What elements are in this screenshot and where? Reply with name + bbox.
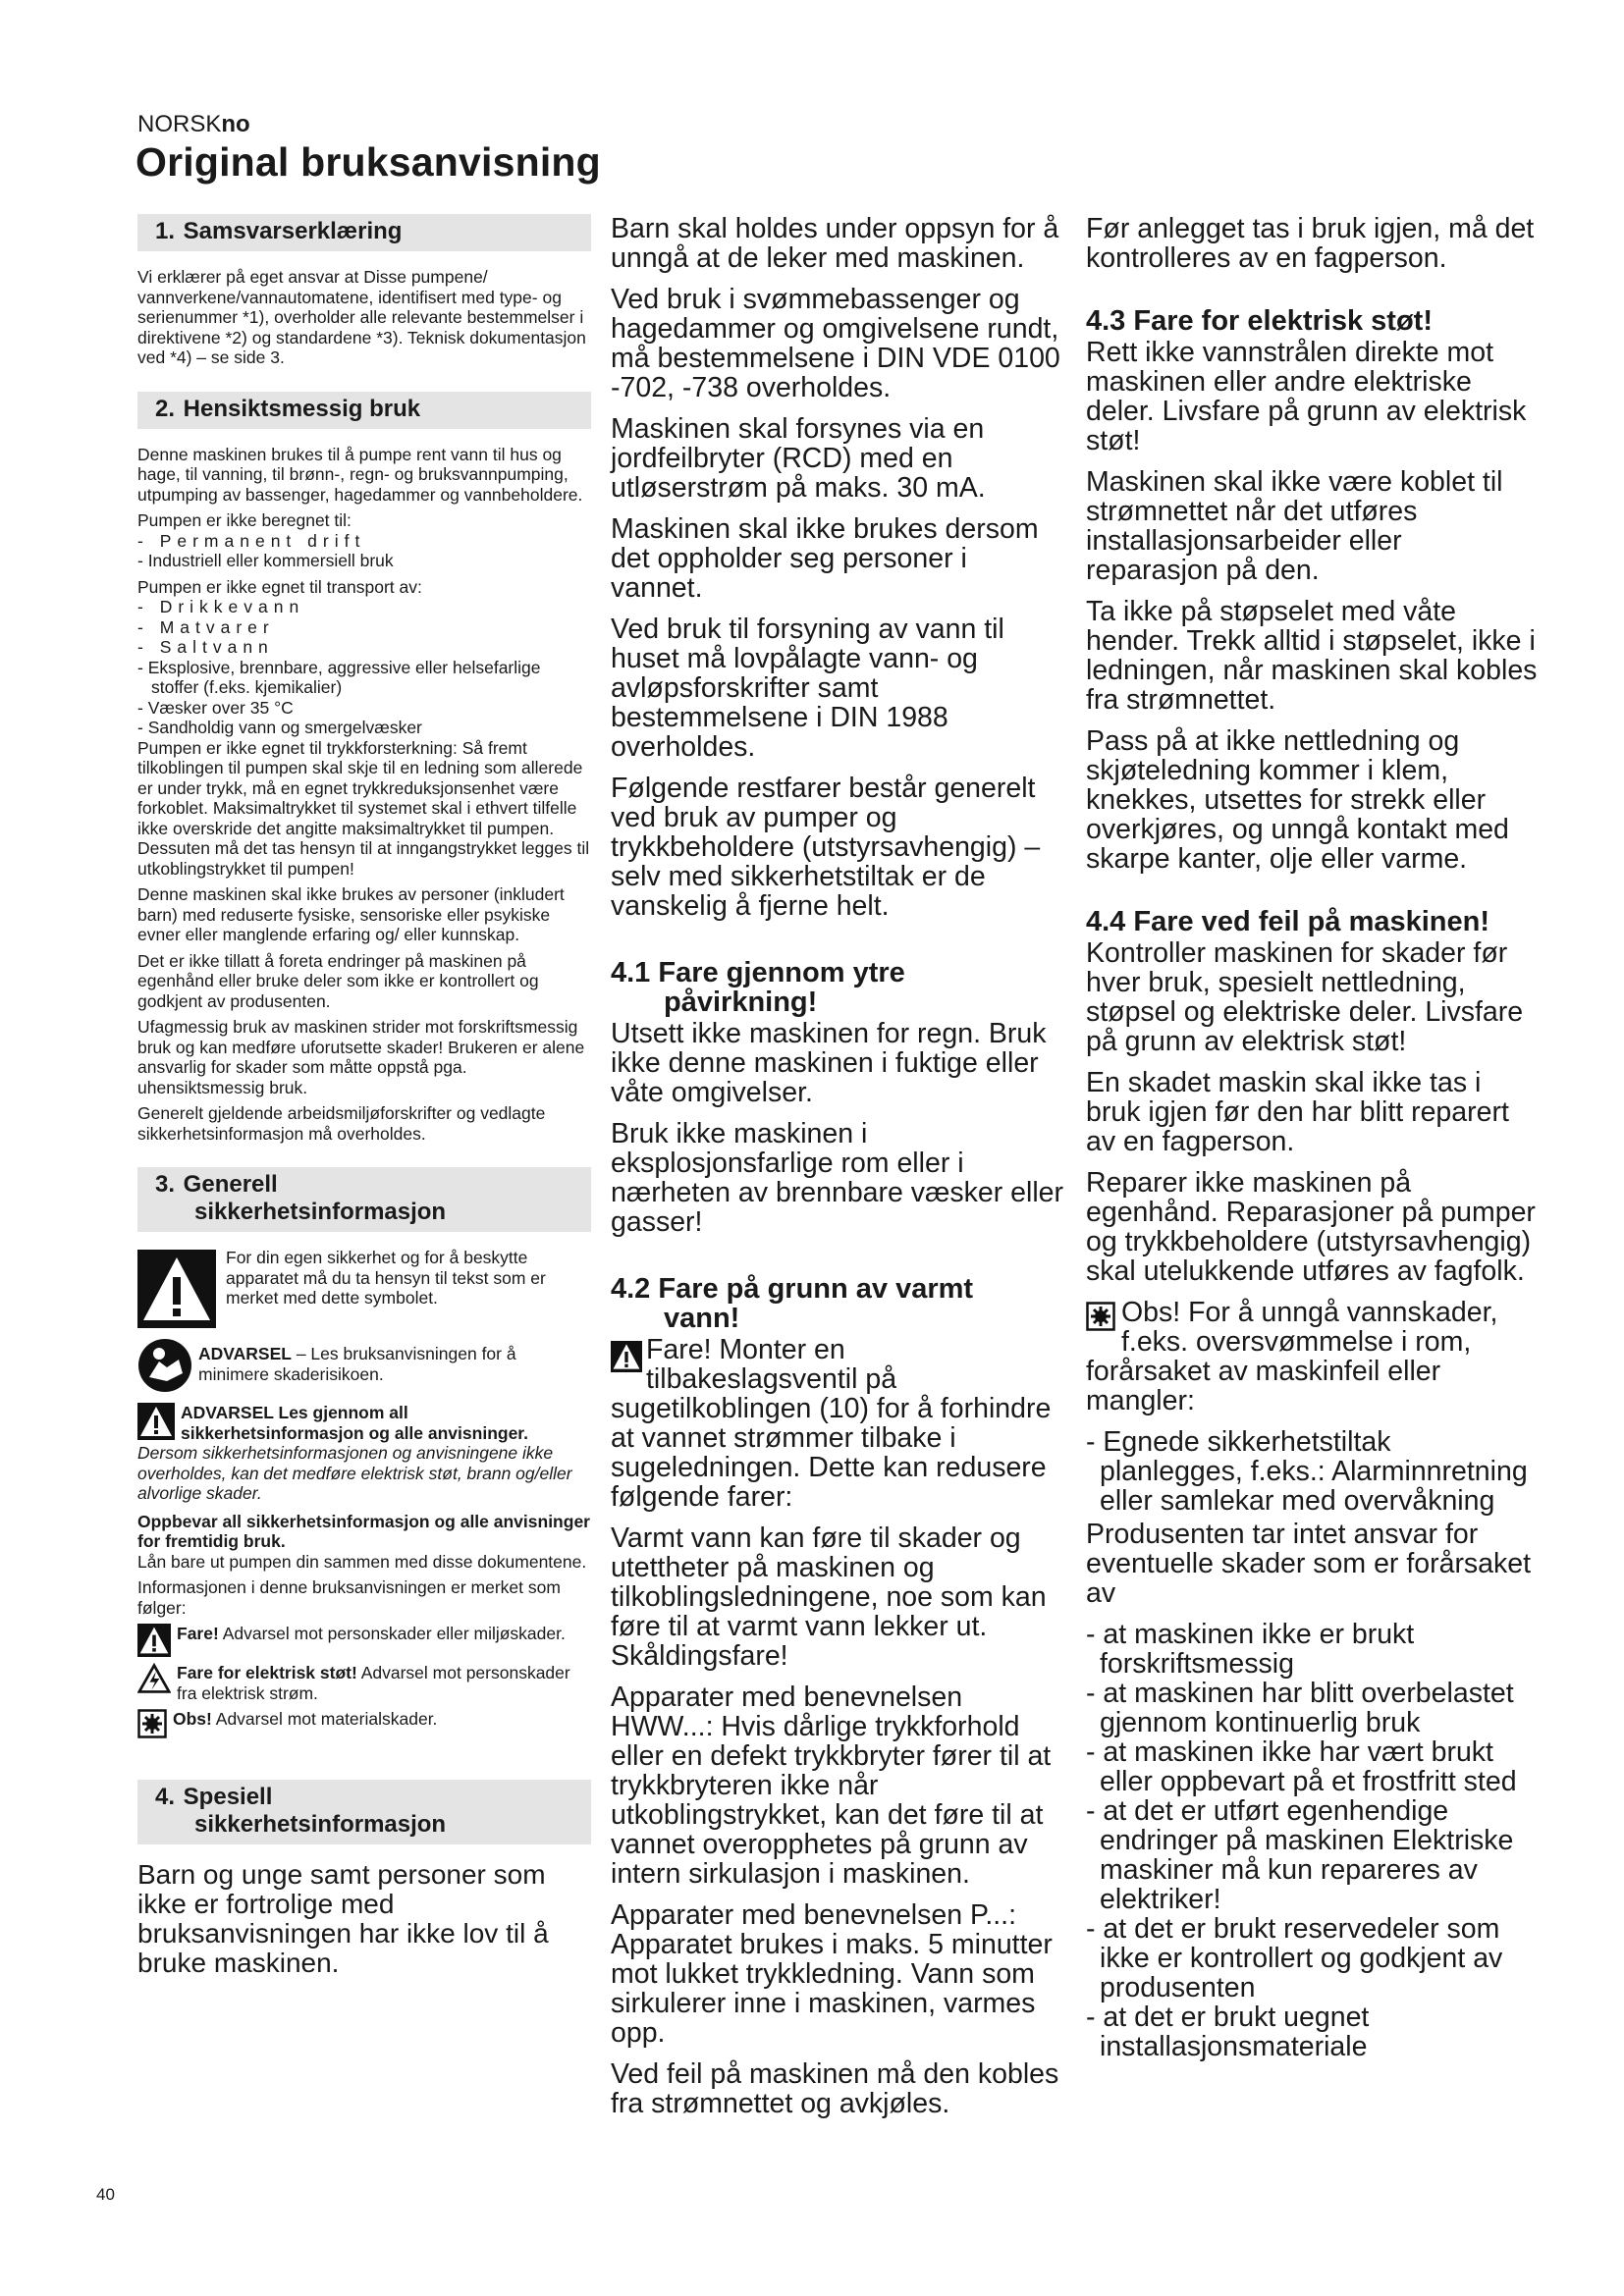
warning-triangle-icon [137,1403,175,1440]
heading-4-2: 4.2 Fare på grunn av varmt vann! [611,1273,974,1334]
section-1-text: Vi erklærer på eget ansvar at Disse pumpene/ vannverkene/vannautomatene, identifisert med type- og serienummer *1), overholder alle relevante bestemmelser i direktivene *2) og standardene *3). Teknisk dokumentasjon ved *4) – se side 3. [137,267,586,367]
warning-triangle-icon [137,1624,171,1657]
page-title: Original bruksanvisning [135,139,601,185]
heading-4-4: 4.4 Fare ved feil på maskinen! [1086,906,1490,937]
column-3: Før anlegget tas i bruk igjen, må det kontrolleres av en fagperson. 4.3 Fare for elektrisk støt! Rett ikke vannstrålen direkte mot maskinen eller andre elektriske deler. Livsfare på grunn av elektrisk støt! Maskinen skal ikke være koblet til strømnettet når det utføres installasjonsarbeider eller reparasjon på den. Ta ikke på støpselet med våte hender. Trekk alltid i støpselet, ikke i ledningen, når maskinen skal kobles fra strømnettet. Pass på at ikke nettledning og skjøteledning kommer i klem, knekkes, utsettes for strekk eller overkjøres, og unngå kontakt med skarpe kanter, olje eller varme. 4.4 Fare ved feil på maskinen! Kontroller maskinen for skader før hver bruk, spesielt nettledning, støpsel og elektriske deler. Livsfare på grunn av elektrisk støt! En skadet maskin skal ikke tas i bruk igjen før den har blitt reparert av en fagperson. Reparer ikke maskinen på egenhånd. Reparasjoner på pumper og trykkbeholdere (utstyrsavhengig) skal utelukkende utføres av fagfolk. Obs! For å unngå vannskader, f.eks. oversvømmelse i rom, forårsaket av maskinfeil eller mangler: - Egnede sikkerhetstiltak planlegges, f.eks.: Alarminnretning eller samlekar med overvåkning Produsenten tar intet ansvar for eventuelle skader som er forårsaket av - at maskinen ikke er brukt forskriftsmessig - at maskinen har blitt overbelastet gjennom kontinuerlig bruk - at maskinen ikke har vært brukt eller oppbevart på et frostfritt sted - at det er utført egenhendige endringer på maskinen Elektriske maskiner må kun repareres av elektriker! - at det er brukt reservedeler som ikke er kontrollert og godkjent av produsenten - at det er brukt uegnet installasjonsmateriale [1086,214,1540,2061]
caution-gear-icon [1086,1302,1115,1331]
read-manual-icon [137,1338,192,1393]
warning-triangle-icon [137,1250,216,1328]
section-1-heading: 1. Samsvarserklæring [137,214,591,251]
section-2-body: Denne maskinen brukes til å pumpe rent vann til hus og hage, til vanning, til brønn-, regn- og bruksvannpumping, utpumping av bassenger, hagedammer og vannbeholdere. Pumpen er ikke beregnet til: - Permanent drift - Industriell eller kommersiell bruk Pumpen er ikke egnet til transport av: - Drikkevann - Matvarer - Saltvann - Eksplosive, brennbare, aggressive eller helsefarlige stoffer (f.eks. kjemikalier) - Væsker over 35 °C - Sandholdig vann og smergelvæsker Pumpen er ikke egnet til trykkforsterkning: Så fremt tilkoblingen til pumpen skal skje til en ledning som allerede er under trykk, må en egnet trykkreduksjonsenhet være forkoblet. Maksimaltrykket til systemet skal i ethvert tilfelle ikke overskride det angitte maksimaltrykket til pumpen. Dessuten må det tas hensyn til at inngangstrykket legges til utkoblingstrykket til pumpen! Denne maskinen skal ikke brukes av personer (inkludert barn) med reduserte fysiske, sensoriske eller psykiske evner eller manglende erfaring og/ eller kunnskap. Det er ikke tillatt å foreta endringer på maskinen på egenhånd eller bruke deler som ikke er kontrollert og godkjent av produsenten. Ufagmessig bruk av maskinen strider mot forskriftsmessig bruk og kan medføre uforutsette skader! Brukeren er alene ansvarlig for skader som måtte oppstå pga. uhensiktsmessig bruk. Generelt gjeldende arbeidsmiljøforskrifter og vedlagte sikkerhetsinformasjon må overholdes. [137,444,590,1144]
heading-4-3: 4.3 Fare for elektrisk støt! [1086,305,1433,337]
page-number: 40 [96,2185,115,2204]
section-3-heading: 3. Generell sikkerhetsinformasjon [137,1167,591,1232]
language-header: NORSKno [137,111,250,137]
column-2: Barn skal holdes under oppsyn for å unngå at de leker med maskinen. Ved bruk i svømmebassenger og hagedammer og omgivelsene rundt, må bestemmelsene i DIN VDE 0100 -702, -738 overholdes. Maskinen skal forsynes via en jordfeilbryter (RCD) med en utløserstrøm på maks. 30 mA. Maskinen skal ikke brukes dersom det oppholder seg personer i vannet. Ved bruk til forsyning av vann til huset må lovpålagte vann- og avløpsforskrifter samt bestemmelsene i DIN 1988 overholdes. Følgende restfarer består generelt ved bruk av pumper og trykkbeholdere (utstyrsavhengig) – selv med sikkerhetstiltak er de vanskelig å fjerne helt. 4.1 Fare gjennom ytre påvirkning! Utsett ikke maskinen for regn. Bruk ikke denne maskinen i fuktige eller våte omgivelser. Bruk ikke maskinen i eksplosjonsfarlige rom eller i nærheten av brennbare væsker eller gasser! 4.2 Fare på grunn av varmt vann! Fare! Monter en tilbakeslagsventil på sugetilkoblingen (10) for å forhindre at vannet strømmer tilbake i sugeledningen. Dette kan redusere følgende farer: Varmt vann kan føre til skader og utettheter på maskinen og tilkoblingsledningene, noe som kan føre til at varmt vann lekker ut. Skåldingsfare! Apparater med benevnelsen HWW...: Hvis dårlige trykkforhold eller en defekt trykkbryter fører til at trykkbryteren ikke når utkoblingstrykket, kan det føre til at vannet overopphetes på grunn av intern sirkulasjon i maskinen. Apparater med benevnelsen P...: Apparatet brukes i maks. 5 minutter mot lukket trykkledning. Vann som sirkulerer inne i maskinen, varmes opp. Ved feil på maskinen må den kobles fra strømnettet og avkjøles. [611,213,1063,2119]
electric-shock-icon [137,1663,171,1694]
column-1 [137,214,591,1990]
warning-triangle-icon [611,1341,642,1372]
section-2-heading: 2. Hensiktsmessig bruk [137,392,591,429]
section-3-body: For din egen sikkerhet og for å beskytte apparatet må du ta hensyn til tekst som er merket med dette symbolet. ADVARSEL – Les bruksanvisningen for å minimere skaderisikoen. ADVARSEL Les gjennom all sikkerhetsinformasjon og alle anvisninger. Dersom sikkerhetsinformasjonen og anvisningene ikke overholdes, kan det medføre elektrisk støt, brann og/eller alvorlige skader. Oppbevar all sikkerhetsinformasjon og alle anvisninger for fremtidig bruk. Lån bare ut pumpen din sammen med disse dokumentene. Informasjonen i denne bruksanvisningen er merket som følger: Fare! Advarsel mot personskader eller miljøskader. Fare for elektrisk støt! Advarsel mot personskader fra elektrisk strøm. Obs! Advarsel mot materialskader. [137,1248,591,1738]
section-4-body: Barn og unge samt personer som ikke er fortrolige med bruksanvisningen har ikke lov til å bruke maskinen. [137,1859,549,1978]
section-4-heading: 4. Spesiell sikkerhetsinformasjon [137,1780,591,1844]
heading-4-1: 4.1 Fare gjennom ytre påvirkning! [611,957,905,1018]
caution-gear-icon [137,1709,167,1738]
